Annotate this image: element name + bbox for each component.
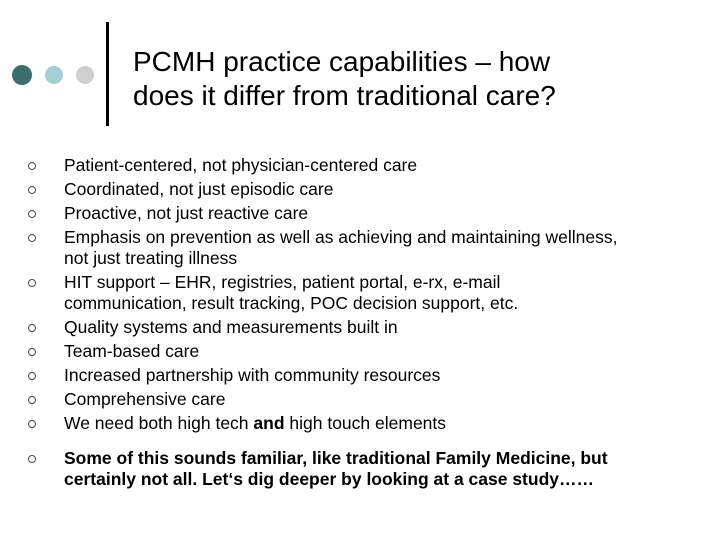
bullet-text-part: high touch elements [284,413,447,433]
bullet-text-continued: certainly not all. Let‘s dig deeper by looking at a case study…… [64,469,594,489]
bullet-text: Emphasis on prevention as well as achieving and maintaining wellness, [64,227,618,247]
bullet-item [28,317,708,338]
bullet-text-part: We need both high tech [64,413,254,433]
circle-outline-icon [28,210,36,218]
circle-outline-icon [28,279,36,287]
circle-outline-icon [28,186,36,194]
bullet-text: Increased partnership with community resources [64,365,441,385]
bullet-text-continued: communication, result tracking, POC decision support, etc. [64,293,519,313]
circle-outline-icon [28,348,36,356]
circle-outline-icon [28,455,36,463]
gray-dot-icon [76,66,94,84]
bullet-item [28,413,708,434]
bullet-text [64,413,708,434]
bullet-item [28,272,708,314]
bullet-text-emphasis: and [253,413,285,433]
slide-title-line-1: PCMH practice capabilities – how [133,46,551,77]
circle-outline-icon [28,162,36,170]
circle-outline-icon [28,324,36,332]
bullet-text: Quality systems and measurements built in [64,317,398,337]
bullet-text: Team-based care [64,341,200,361]
bullet-item [28,341,708,362]
decorative-dots [12,65,96,85]
bullet-item-summary [28,448,708,490]
circle-outline-icon [28,396,36,404]
bullet-text: Comprehensive care [64,389,226,409]
bullet-text-continued: not just treating illness [64,248,238,268]
bullet-text: Proactive, not just reactive care [64,203,309,223]
circle-outline-icon [28,234,36,242]
bullet-text: Patient-centered, not physician-centered care [64,155,418,175]
circle-outline-icon [28,372,36,380]
bullet-list [28,155,708,493]
bullet-item [28,365,708,386]
bullet-item [28,227,708,269]
bullet-text: HIT support – EHR, registries, patient portal, e-rx, e-mail [64,272,501,292]
title-divider-line [106,22,109,126]
bullet-item [28,203,708,224]
slide-title [133,45,693,113]
bullet-text: Coordinated, not just episodic care [64,179,334,199]
bullet-item [28,155,708,176]
bullet-item [28,389,708,410]
slide-title-line-2: does it differ from traditional care? [133,80,556,111]
circle-outline-icon [28,420,36,428]
bullet-item [28,179,708,200]
light-teal-dot-icon [45,66,63,84]
bullet-text: Some of this sounds familiar, like traditional Family Medicine, but [64,448,608,468]
dark-teal-dot-icon [12,65,32,85]
